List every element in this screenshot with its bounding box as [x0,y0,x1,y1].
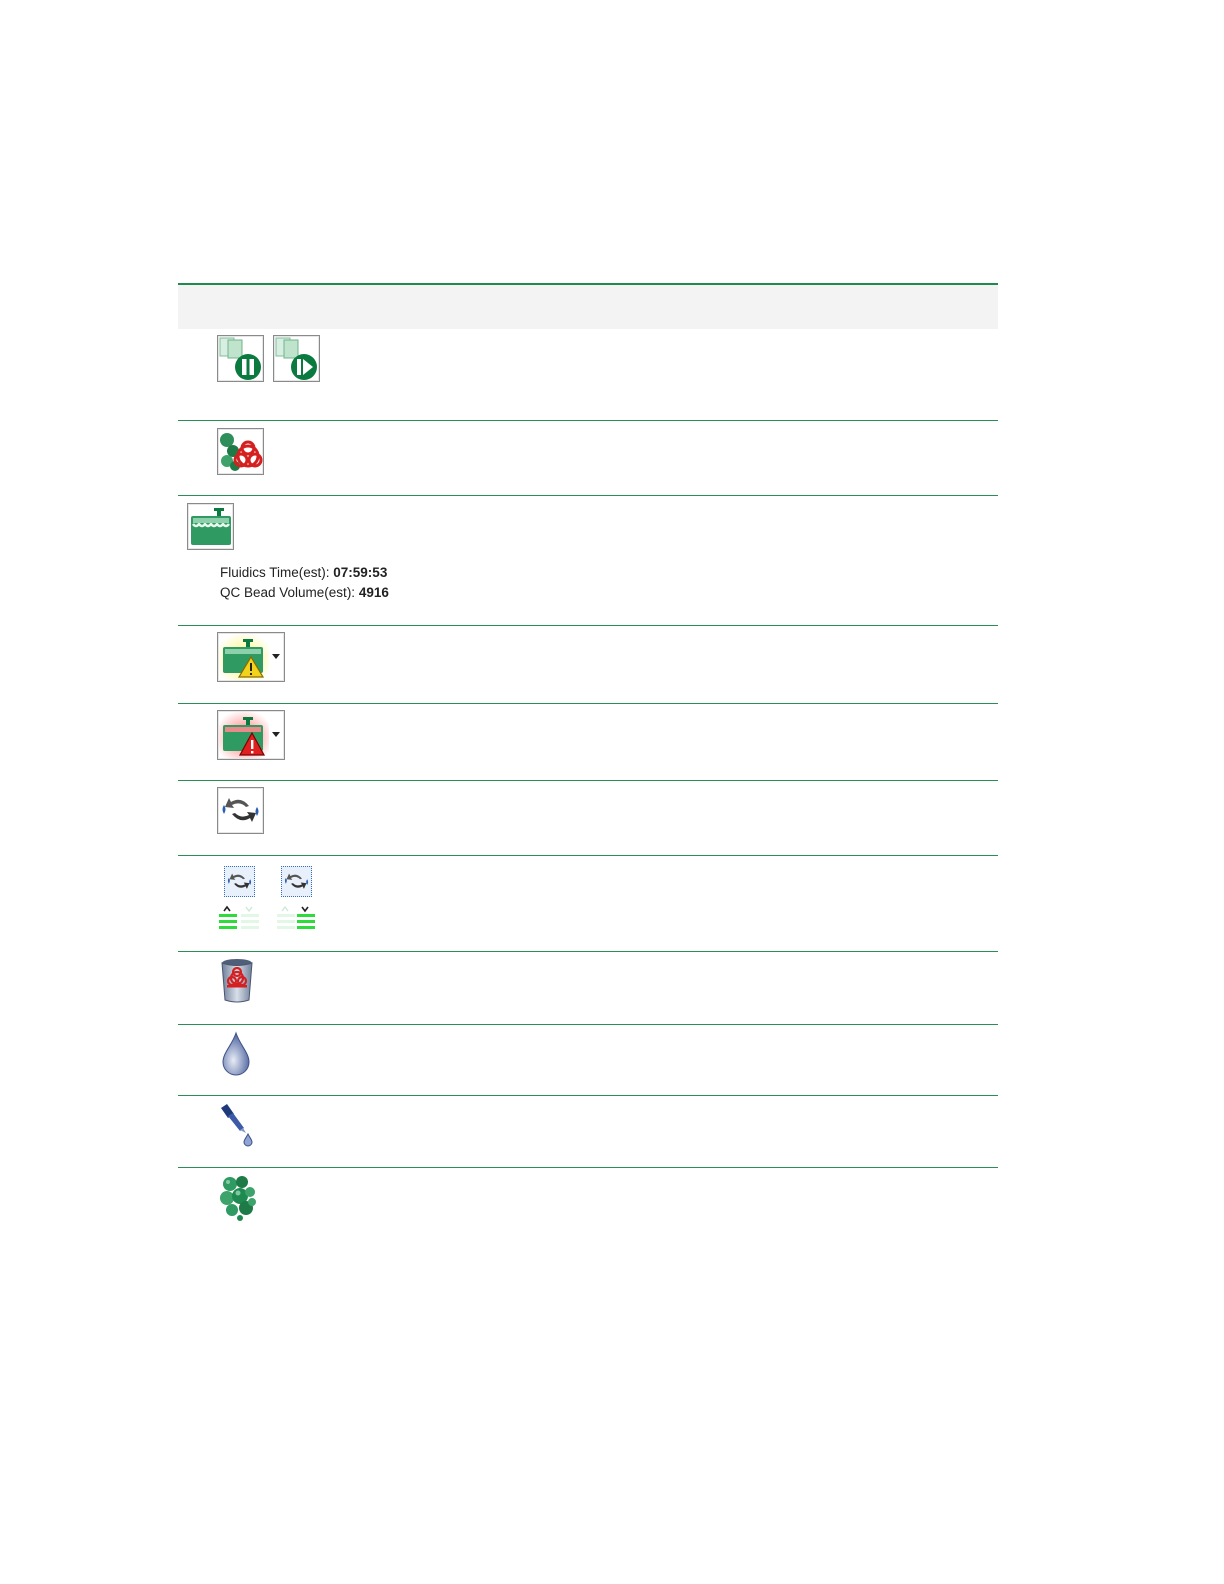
fluidics-time-value: 07:59:53 [333,565,388,580]
fluid-swap-level-up-icon[interactable] [224,866,255,897]
icon-reference-table [178,283,998,1238]
fluidics-warning-icon[interactable] [217,632,285,682]
table-row [178,1025,998,1096]
fluid-swap-level-down-icon[interactable] [281,866,312,897]
table-row [178,1168,998,1238]
table-row [178,496,998,626]
fluidics-container-icon[interactable] [187,503,234,550]
fluidics-time-line: Fluidics Time(est): 07:59:53 [220,565,388,580]
bead-biohazard-icon[interactable] [217,428,264,475]
dropper-icon [218,1102,258,1148]
qc-bead-volume-value: 4916 [358,585,389,600]
table-row [178,704,998,781]
table-row [178,1096,998,1168]
fluid-swap-icon[interactable] [217,787,264,834]
level-indicator-right [276,905,320,933]
table-header [178,285,998,329]
pause-acquisition-icon[interactable] [217,335,264,382]
resume-acquisition-icon[interactable] [273,335,320,382]
fluidics-error-icon[interactable] [217,710,285,760]
fluidics-status-text [220,563,389,603]
level-indicator-left [218,905,262,933]
table-row [178,626,998,704]
table-row [178,421,998,496]
table-row [178,856,998,952]
biohazard-waste-icon [218,958,256,1004]
fluid-drop-icon [220,1031,252,1077]
beads-icon [218,1174,258,1222]
table-row [178,781,998,856]
table-row [178,329,998,421]
table-row [178,952,998,1025]
qc-bead-volume-line: QC Bead Volume(est): 4916 [220,585,389,600]
